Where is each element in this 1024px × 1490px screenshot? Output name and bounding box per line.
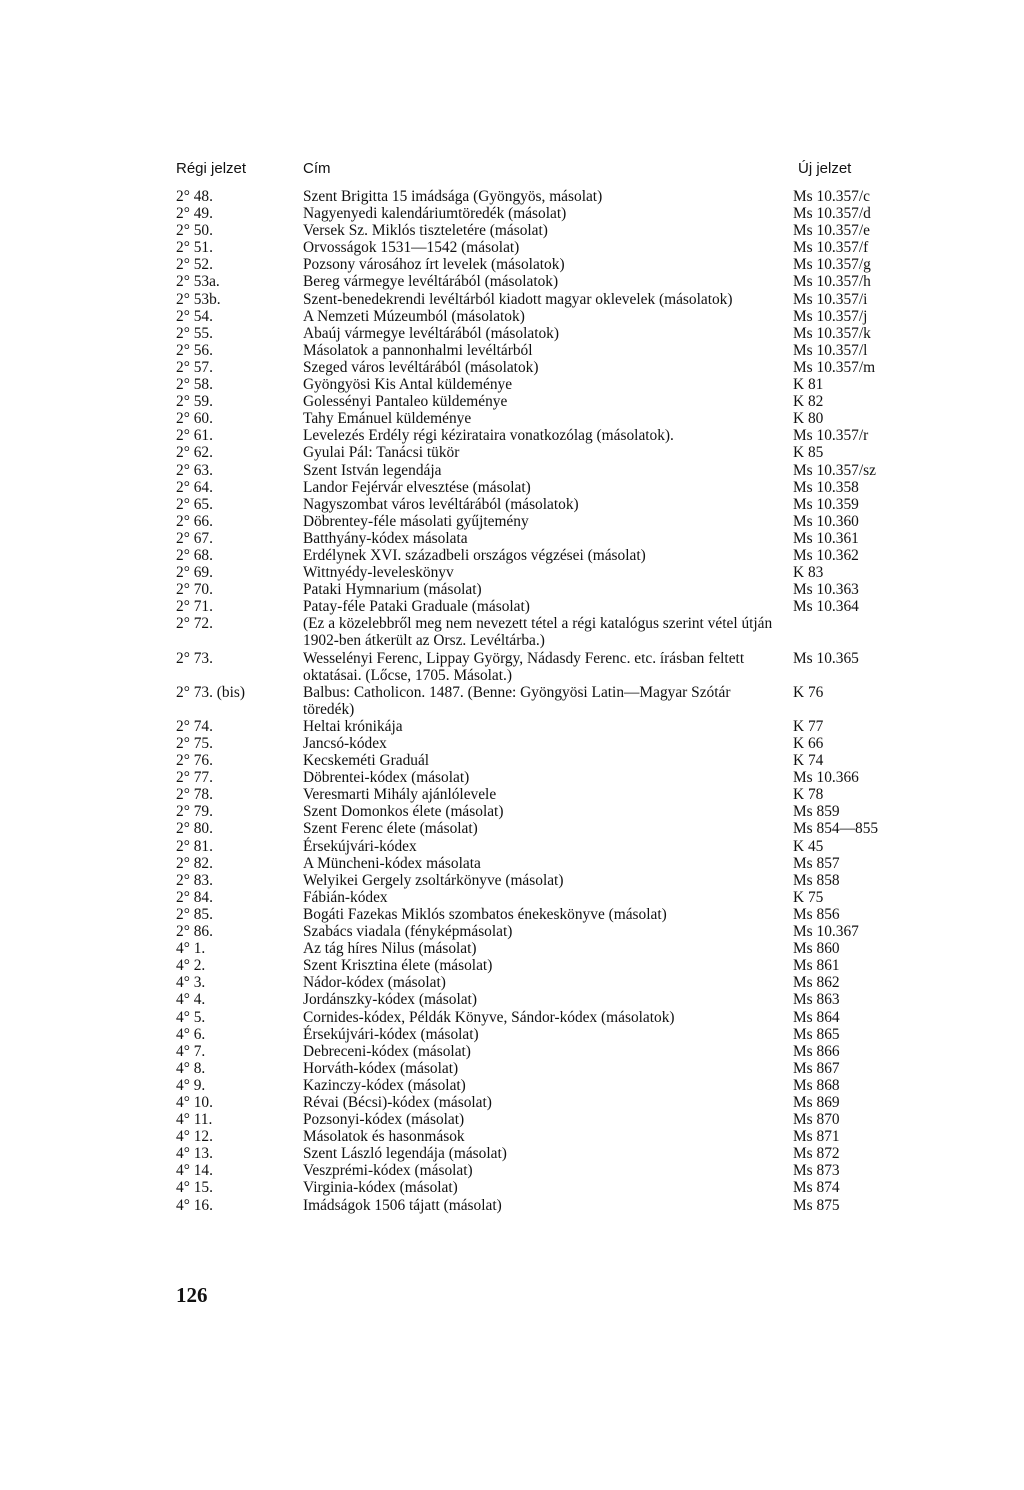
item-title: (Ez a közelebbről meg nem nevezett tétel a régi katalógus szerint vétel útján 1902-ben átkerült az Orsz. Levéltárba.) — [303, 615, 773, 650]
item-title: Patay-féle Pataki Graduale (másolat) — [303, 598, 530, 616]
item-title: Balbus: Catholicon. 1487. (Benne: Gyöngyösi Latin—Magyar Szótár töredék) — [303, 683, 731, 718]
table-row — [0, 1077, 1024, 1094]
table-row — [0, 940, 1024, 957]
item-title: Révai (Bécsi)-kódex (másolat) — [303, 1093, 492, 1111]
new-shelfmark: Ms 857 — [793, 854, 840, 872]
old-shelfmark: 2° 57. — [176, 358, 213, 376]
old-shelfmark: 2° 62. — [176, 444, 213, 462]
header-new-shelfmark: Új jelzet — [798, 160, 852, 177]
old-shelfmark: 4° 11. — [176, 1111, 213, 1129]
new-shelfmark: Ms 10.357/f — [793, 239, 869, 257]
old-shelfmark: 2° 69. — [176, 564, 213, 582]
old-shelfmark: 2° 75. — [176, 735, 213, 752]
new-shelfmark: Ms 864 — [793, 1008, 840, 1026]
page-number: 126 — [176, 1283, 208, 1307]
item-title: Kazinczy-kódex (másolat) — [303, 1076, 466, 1094]
header-title: Cím — [303, 160, 331, 177]
new-shelfmark: Ms 871 — [793, 1128, 840, 1146]
item-title: Gyulai Pál: Tanácsi tükör — [303, 444, 460, 462]
item-title: Jordánszky-kódex (másolat) — [303, 991, 477, 1009]
new-shelfmark: Ms 860 — [793, 940, 840, 958]
catalog-table — [0, 188, 1024, 1214]
old-shelfmark: 2° 59. — [176, 393, 213, 411]
item-title: Debreceni-kódex (másolat) — [303, 1042, 471, 1060]
old-shelfmark: 2° 85. — [176, 905, 213, 923]
old-shelfmark: 4° 6. — [176, 1025, 206, 1043]
new-shelfmark: K 83 — [793, 564, 824, 582]
new-shelfmark: Ms 10.362 — [793, 546, 859, 564]
item-title: Érsekújvári-kódex — [303, 837, 417, 855]
old-shelfmark: 2° 58. — [176, 376, 213, 394]
table-row — [0, 650, 1024, 684]
table-row — [0, 479, 1024, 496]
table-row — [0, 444, 1024, 461]
old-shelfmark: 4° 5. — [176, 1008, 206, 1026]
new-shelfmark: Ms 870 — [793, 1111, 840, 1129]
item-title: Nádor-kódex (másolat) — [303, 974, 446, 992]
item-title: Szabács viadala (fényképmásolat) — [303, 923, 513, 941]
item-title: Nagyenyedi kalendáriumtöredék (másolat) — [303, 205, 567, 223]
table-row — [0, 889, 1024, 906]
old-shelfmark: 2° 70. — [176, 581, 213, 599]
item-title: Pozsony városához írt levelek (másolatok) — [303, 256, 565, 274]
item-title: Veszprémi-kódex (másolat) — [303, 1162, 473, 1180]
table-row — [0, 803, 1024, 820]
table-row — [0, 564, 1024, 581]
new-shelfmark: Ms 10.357/h — [793, 273, 871, 291]
table-row — [0, 496, 1024, 513]
new-shelfmark: Ms 10.357/g — [793, 256, 871, 274]
new-shelfmark: K 80 — [793, 410, 824, 428]
new-shelfmark: Ms 10.357/m — [793, 358, 876, 376]
table-row — [0, 598, 1024, 615]
table-row — [0, 786, 1024, 803]
table-row — [0, 359, 1024, 376]
table-row — [0, 974, 1024, 991]
old-shelfmark: 2° 66. — [176, 512, 213, 530]
old-shelfmark: 2° 64. — [176, 478, 213, 496]
new-shelfmark: Ms 10.357/r — [793, 427, 869, 445]
item-title: Welyikei Gergely zsoltárkönyve (másolat) — [303, 871, 564, 889]
item-title: Horváth-kódex (másolat) — [303, 1059, 459, 1077]
old-shelfmark: 2° 73. (bis) — [176, 683, 245, 701]
table-row — [0, 923, 1024, 940]
item-title: Szent Ferenc élete (másolat) — [303, 820, 478, 838]
old-shelfmark: 2° 49. — [176, 205, 213, 223]
new-shelfmark: Ms 10.365 — [793, 649, 859, 667]
item-title: Imádságok 1506 tájatt (másolat) — [303, 1196, 502, 1214]
old-shelfmark: 4° 3. — [176, 974, 206, 992]
new-shelfmark: Ms 10.363 — [793, 581, 859, 599]
old-shelfmark: 2° 76. — [176, 752, 213, 770]
new-shelfmark: Ms 854—855 — [793, 820, 879, 838]
table-row — [0, 957, 1024, 974]
table-row — [0, 376, 1024, 393]
new-shelfmark: Ms 861 — [793, 957, 840, 975]
new-shelfmark: Ms 10.364 — [793, 598, 859, 616]
item-title: Szent Domonkos élete (másolat) — [303, 803, 504, 821]
old-shelfmark: 2° 51. — [176, 239, 213, 257]
new-shelfmark: Ms 866 — [793, 1042, 840, 1060]
table-row — [0, 513, 1024, 530]
old-shelfmark: 2° 82. — [176, 854, 213, 872]
new-shelfmark: Ms 10.357/l — [793, 341, 868, 359]
new-shelfmark: K 66 — [793, 735, 824, 752]
old-shelfmark: 2° 80. — [176, 820, 213, 838]
table-row — [0, 205, 1024, 222]
old-shelfmark: 2° 67. — [176, 529, 213, 547]
new-shelfmark: Ms 10.361 — [793, 529, 859, 547]
item-title: Wittnyédy-leveleskönyv — [303, 564, 454, 582]
new-shelfmark: Ms 872 — [793, 1145, 840, 1163]
item-title: Pataki Hymnarium (másolat) — [303, 581, 482, 599]
table-row — [0, 684, 1024, 718]
new-shelfmark: K 82 — [793, 393, 824, 411]
old-shelfmark: 4° 7. — [176, 1042, 206, 1060]
old-shelfmark: 4° 2. — [176, 957, 206, 975]
table-row — [0, 615, 1024, 649]
old-shelfmark: 2° 72. — [176, 615, 213, 633]
old-shelfmark: 4° 9. — [176, 1076, 206, 1094]
old-shelfmark: 2° 68. — [176, 546, 213, 564]
item-title: Veresmarti Mihály ajánlólevele — [303, 786, 497, 804]
old-shelfmark: 2° 81. — [176, 837, 213, 855]
old-shelfmark: 2° 73. — [176, 649, 213, 667]
new-shelfmark: Ms 10.357/c — [793, 188, 870, 205]
item-title: Érsekújvári-kódex (másolat) — [303, 1025, 479, 1043]
new-shelfmark: Ms 867 — [793, 1059, 840, 1077]
table-row — [0, 1111, 1024, 1128]
item-title: Tahy Emánuel küldeménye — [303, 410, 472, 428]
table-row — [0, 718, 1024, 735]
item-title: Golessényi Pantaleo küldeménye — [303, 393, 508, 411]
old-shelfmark: 2° 63. — [176, 461, 213, 479]
new-shelfmark: Ms 10.360 — [793, 512, 859, 530]
new-shelfmark: Ms 10.366 — [793, 769, 859, 787]
item-title: Másolatok a pannonhalmi levéltárból — [303, 341, 533, 359]
item-title: Másolatok és hasonmások — [303, 1128, 465, 1146]
table-row — [0, 735, 1024, 752]
table-row — [0, 291, 1024, 308]
item-title: Batthyány-kódex másolata — [303, 529, 468, 547]
item-title: Orvosságok 1531—1542 (másolat) — [303, 239, 520, 257]
old-shelfmark: 4° 8. — [176, 1059, 206, 1077]
table-row — [0, 855, 1024, 872]
new-shelfmark: Ms 868 — [793, 1076, 840, 1094]
new-shelfmark: Ms 873 — [793, 1162, 840, 1180]
new-shelfmark: Ms 875 — [793, 1196, 840, 1214]
table-row — [0, 1026, 1024, 1043]
old-shelfmark: 4° 12. — [176, 1128, 213, 1146]
table-row — [0, 991, 1024, 1008]
new-shelfmark: Ms 858 — [793, 871, 840, 889]
item-title: Szent Krisztina élete (másolat) — [303, 957, 493, 975]
item-title: Virginia-kódex (másolat) — [303, 1179, 458, 1197]
item-title: Cornides-kódex, Példák Könyve, Sándor-kódex (másolatok) — [303, 1008, 675, 1026]
old-shelfmark: 2° 74. — [176, 717, 213, 735]
table-row — [0, 872, 1024, 889]
old-shelfmark: 2° 83. — [176, 871, 213, 889]
old-shelfmark: 2° 48. — [176, 188, 213, 205]
new-shelfmark: K 74 — [793, 752, 824, 770]
column-headers — [0, 160, 1024, 182]
item-title: Erdélynek XVI. századbeli országos végzései (másolat) — [303, 546, 646, 564]
new-shelfmark: Ms 863 — [793, 991, 840, 1009]
table-row — [0, 1128, 1024, 1145]
old-shelfmark: 2° 53a. — [176, 273, 220, 291]
table-row — [0, 1145, 1024, 1162]
new-shelfmark: K 81 — [793, 376, 824, 394]
old-shelfmark: 4° 16. — [176, 1196, 213, 1214]
table-row — [0, 410, 1024, 427]
table-row — [0, 222, 1024, 239]
item-title: Az tág híres Nilus (másolat) — [303, 940, 477, 958]
new-shelfmark: K 75 — [793, 888, 824, 906]
item-title: Jancsó-kódex — [303, 735, 387, 752]
table-row — [0, 325, 1024, 342]
new-shelfmark: K 85 — [793, 444, 824, 462]
old-shelfmark: 2° 56. — [176, 341, 213, 359]
item-title: Gyöngyösi Kis Antal küldeménye — [303, 376, 513, 394]
new-shelfmark: Ms 10.367 — [793, 923, 859, 941]
table-row — [0, 427, 1024, 444]
table-row — [0, 1043, 1024, 1060]
old-shelfmark: 4° 10. — [176, 1093, 213, 1111]
item-title: Döbrentei-kódex (másolat) — [303, 769, 470, 787]
new-shelfmark: Ms 10.357/sz — [793, 461, 876, 479]
table-row — [0, 1009, 1024, 1026]
item-title: Bereg vármegye levéltárából (másolatok) — [303, 273, 559, 291]
item-title: Versek Sz. Miklós tiszteletére (másolat) — [303, 222, 548, 240]
old-shelfmark: 2° 54. — [176, 307, 213, 325]
table-row — [0, 462, 1024, 479]
new-shelfmark: Ms 874 — [793, 1179, 840, 1197]
item-title: Szent István legendája — [303, 461, 442, 479]
table-row — [0, 188, 1024, 205]
table-row — [0, 752, 1024, 769]
item-title: A Müncheni-kódex másolata — [303, 854, 481, 872]
header-old-shelfmark: Régi jelzet — [176, 160, 247, 177]
new-shelfmark: Ms 10.357/d — [793, 205, 871, 223]
new-shelfmark: Ms 10.358 — [793, 478, 859, 496]
new-shelfmark: Ms 865 — [793, 1025, 840, 1043]
old-shelfmark: 2° 53b. — [176, 290, 221, 308]
item-title: Szent-benedekrendi levéltárból kiadott magyar oklevelek (másolatok) — [303, 290, 733, 308]
old-shelfmark: 2° 77. — [176, 769, 213, 787]
new-shelfmark: Ms 10.357/j — [793, 307, 868, 325]
item-title: Bogáti Fazekas Miklós szombatos énekeskönyve (másolat) — [303, 905, 667, 923]
table-row — [0, 393, 1024, 410]
new-shelfmark: K 78 — [793, 786, 824, 804]
new-shelfmark: Ms 10.357/e — [793, 222, 870, 240]
old-shelfmark: 4° 13. — [176, 1145, 213, 1163]
item-title: Szent László legendája (másolat) — [303, 1145, 507, 1163]
old-shelfmark: 2° 86. — [176, 923, 213, 941]
table-row — [0, 1094, 1024, 1111]
old-shelfmark: 2° 71. — [176, 598, 213, 616]
table-row — [0, 1162, 1024, 1179]
item-title: Wesselényi Ferenc, Lippay György, Nádasdy Ferenc. etc. írásban feltett oktatásai. (Lőcse, 1705. Másolat.) — [303, 649, 745, 684]
old-shelfmark: 2° 84. — [176, 888, 213, 906]
old-shelfmark: 4° 14. — [176, 1162, 213, 1180]
old-shelfmark: 2° 61. — [176, 427, 213, 445]
new-shelfmark: Ms 10.357/i — [793, 290, 868, 308]
table-row — [0, 1197, 1024, 1214]
item-title: Döbrentey-féle másolati gyűjtemény — [303, 512, 529, 530]
old-shelfmark: 2° 50. — [176, 222, 213, 240]
old-shelfmark: 2° 52. — [176, 256, 213, 274]
old-shelfmark: 4° 4. — [176, 991, 206, 1009]
item-title: Landor Fejérvár elvesztése (másolat) — [303, 478, 531, 496]
table-row — [0, 239, 1024, 256]
new-shelfmark: Ms 869 — [793, 1093, 840, 1111]
item-title: Szeged város levéltárából (másolatok) — [303, 358, 539, 376]
new-shelfmark: Ms 10.357/k — [793, 324, 871, 342]
table-row — [0, 769, 1024, 786]
table-row — [0, 906, 1024, 923]
old-shelfmark: 2° 60. — [176, 410, 213, 428]
item-title: Fábián-kódex — [303, 888, 388, 906]
table-row — [0, 530, 1024, 547]
new-shelfmark: Ms 859 — [793, 803, 840, 821]
table-row — [0, 1179, 1024, 1196]
old-shelfmark: 4° 15. — [176, 1179, 213, 1197]
item-title: Kecskeméti Graduál — [303, 752, 430, 770]
item-title: Szent Brigitta 15 imádsága (Gyöngyös, másolat) — [303, 188, 603, 205]
old-shelfmark: 2° 78. — [176, 786, 213, 804]
table-row — [0, 820, 1024, 837]
new-shelfmark: Ms 10.359 — [793, 495, 859, 513]
table-row — [0, 273, 1024, 290]
old-shelfmark: 2° 65. — [176, 495, 213, 513]
table-row — [0, 581, 1024, 598]
table-row — [0, 256, 1024, 273]
item-title: Nagyszombat város levéltárából (másolatok) — [303, 495, 579, 513]
table-row — [0, 838, 1024, 855]
item-title: Pozsonyi-kódex (másolat) — [303, 1111, 465, 1129]
table-row — [0, 547, 1024, 564]
old-shelfmark: 4° 1. — [176, 940, 206, 958]
item-title: Abaúj vármegye levéltárából (másolatok) — [303, 324, 559, 342]
new-shelfmark: K 76 — [793, 683, 824, 701]
new-shelfmark: Ms 856 — [793, 905, 840, 923]
old-shelfmark: 2° 79. — [176, 803, 213, 821]
new-shelfmark: K 45 — [793, 837, 824, 855]
table-row — [0, 342, 1024, 359]
item-title: Heltai krónikája — [303, 717, 403, 735]
new-shelfmark: K 77 — [793, 717, 824, 735]
new-shelfmark: Ms 862 — [793, 974, 840, 992]
table-row — [0, 1060, 1024, 1077]
item-title: A Nemzeti Múzeumból (másolatok) — [303, 307, 525, 325]
table-row — [0, 308, 1024, 325]
item-title: Levelezés Erdély régi kézirataira vonatkozólag (másolatok). — [303, 427, 674, 445]
old-shelfmark: 2° 55. — [176, 324, 213, 342]
